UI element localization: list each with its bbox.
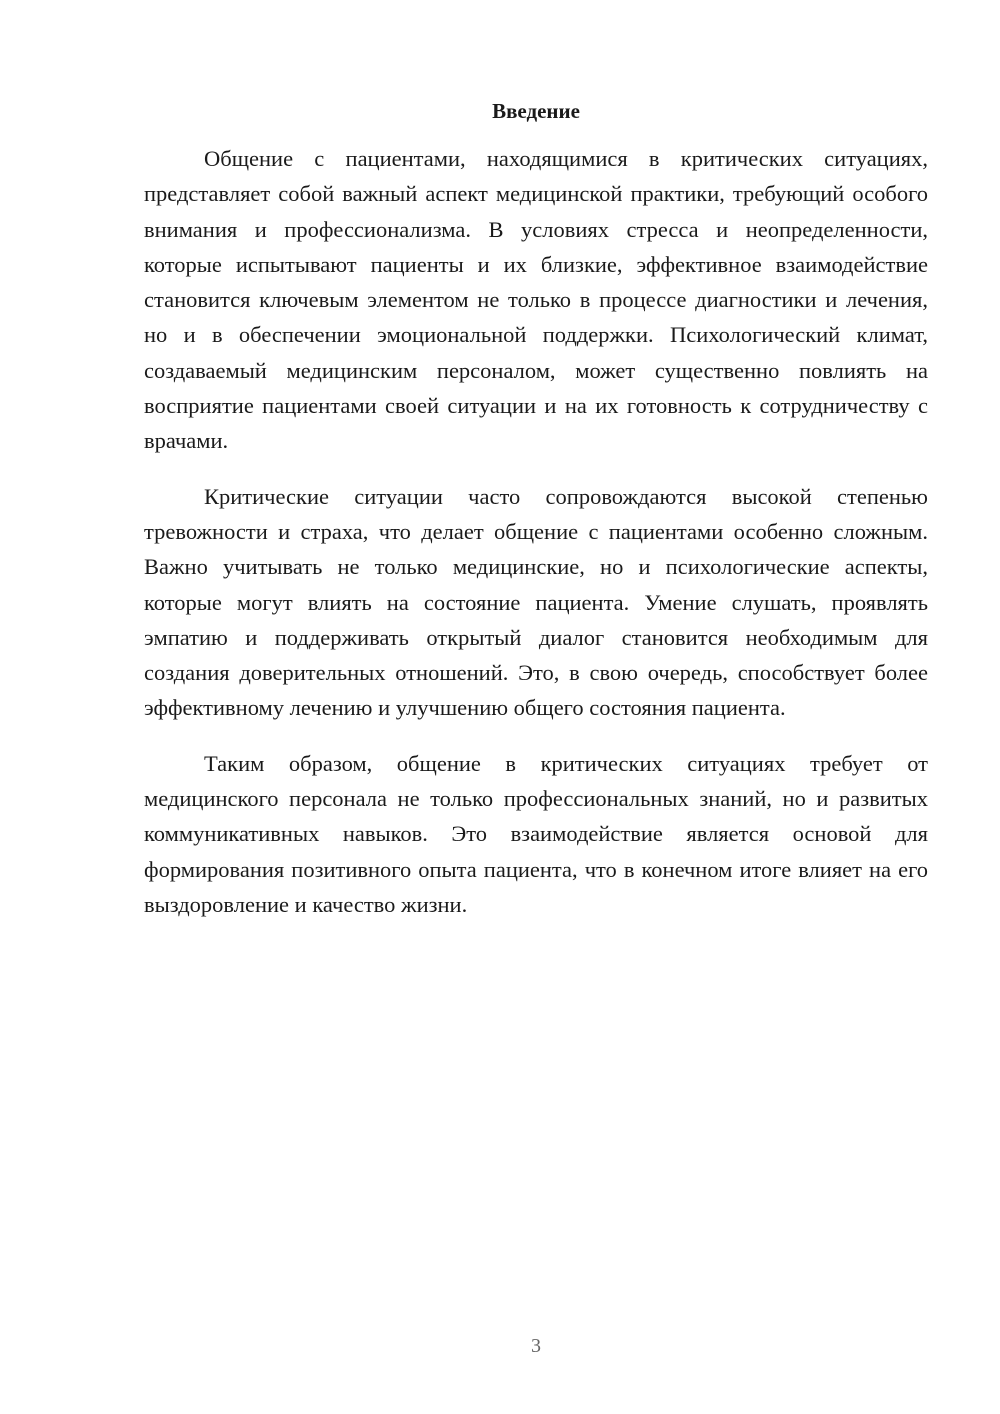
page-number: 3 bbox=[531, 1335, 541, 1357]
paragraph-1: Общение с пациентами, находящимися в критических ситуациях, представляет собой важный аспект медицинской практики, требующий особого внимания и профессионализма. В условиях стресса и неопределенности, которые испытывают пациенты и их близкие, эффективное взаимодействие становится ключевым элементом не только в процессе диагностики и лечения, но и в обеспечении эмоциональной поддержки. Психологический климат, создаваемый медицинским персоналом, может существенно повлиять на восприятие пациентами своей ситуации и на их готовность к сотрудничеству с врачами. bbox=[144, 146, 928, 454]
paragraph-2: Критические ситуации часто сопровождаются высокой степенью тревожности и страха, что делает общение с пациентами особенно сложным. Важно учитывать не только медицинские, но и психологические аспекты, которые могут влиять на состояние пациента. Умение слушать, проявлять эмпатию и поддерживать открытый диалог становится необходимым для создания доверительных отношений. Это, в свою очередь, способствует более эффективному лечению и улучшению общего состояния пациента. bbox=[144, 483, 928, 721]
page-title: Введение bbox=[492, 99, 580, 123]
paragraph-3: Таким образом, общение в критических ситуациях требует от медицинского персонала не только профессиональных знаний, но и развитых коммуникативных навыков. Это взаимодействие является основой для формирования позитивного опыта пациента, что в конечном итоге влияет на его выздоровление и качество жизни. bbox=[144, 750, 928, 917]
body-text bbox=[144, 141, 928, 942]
